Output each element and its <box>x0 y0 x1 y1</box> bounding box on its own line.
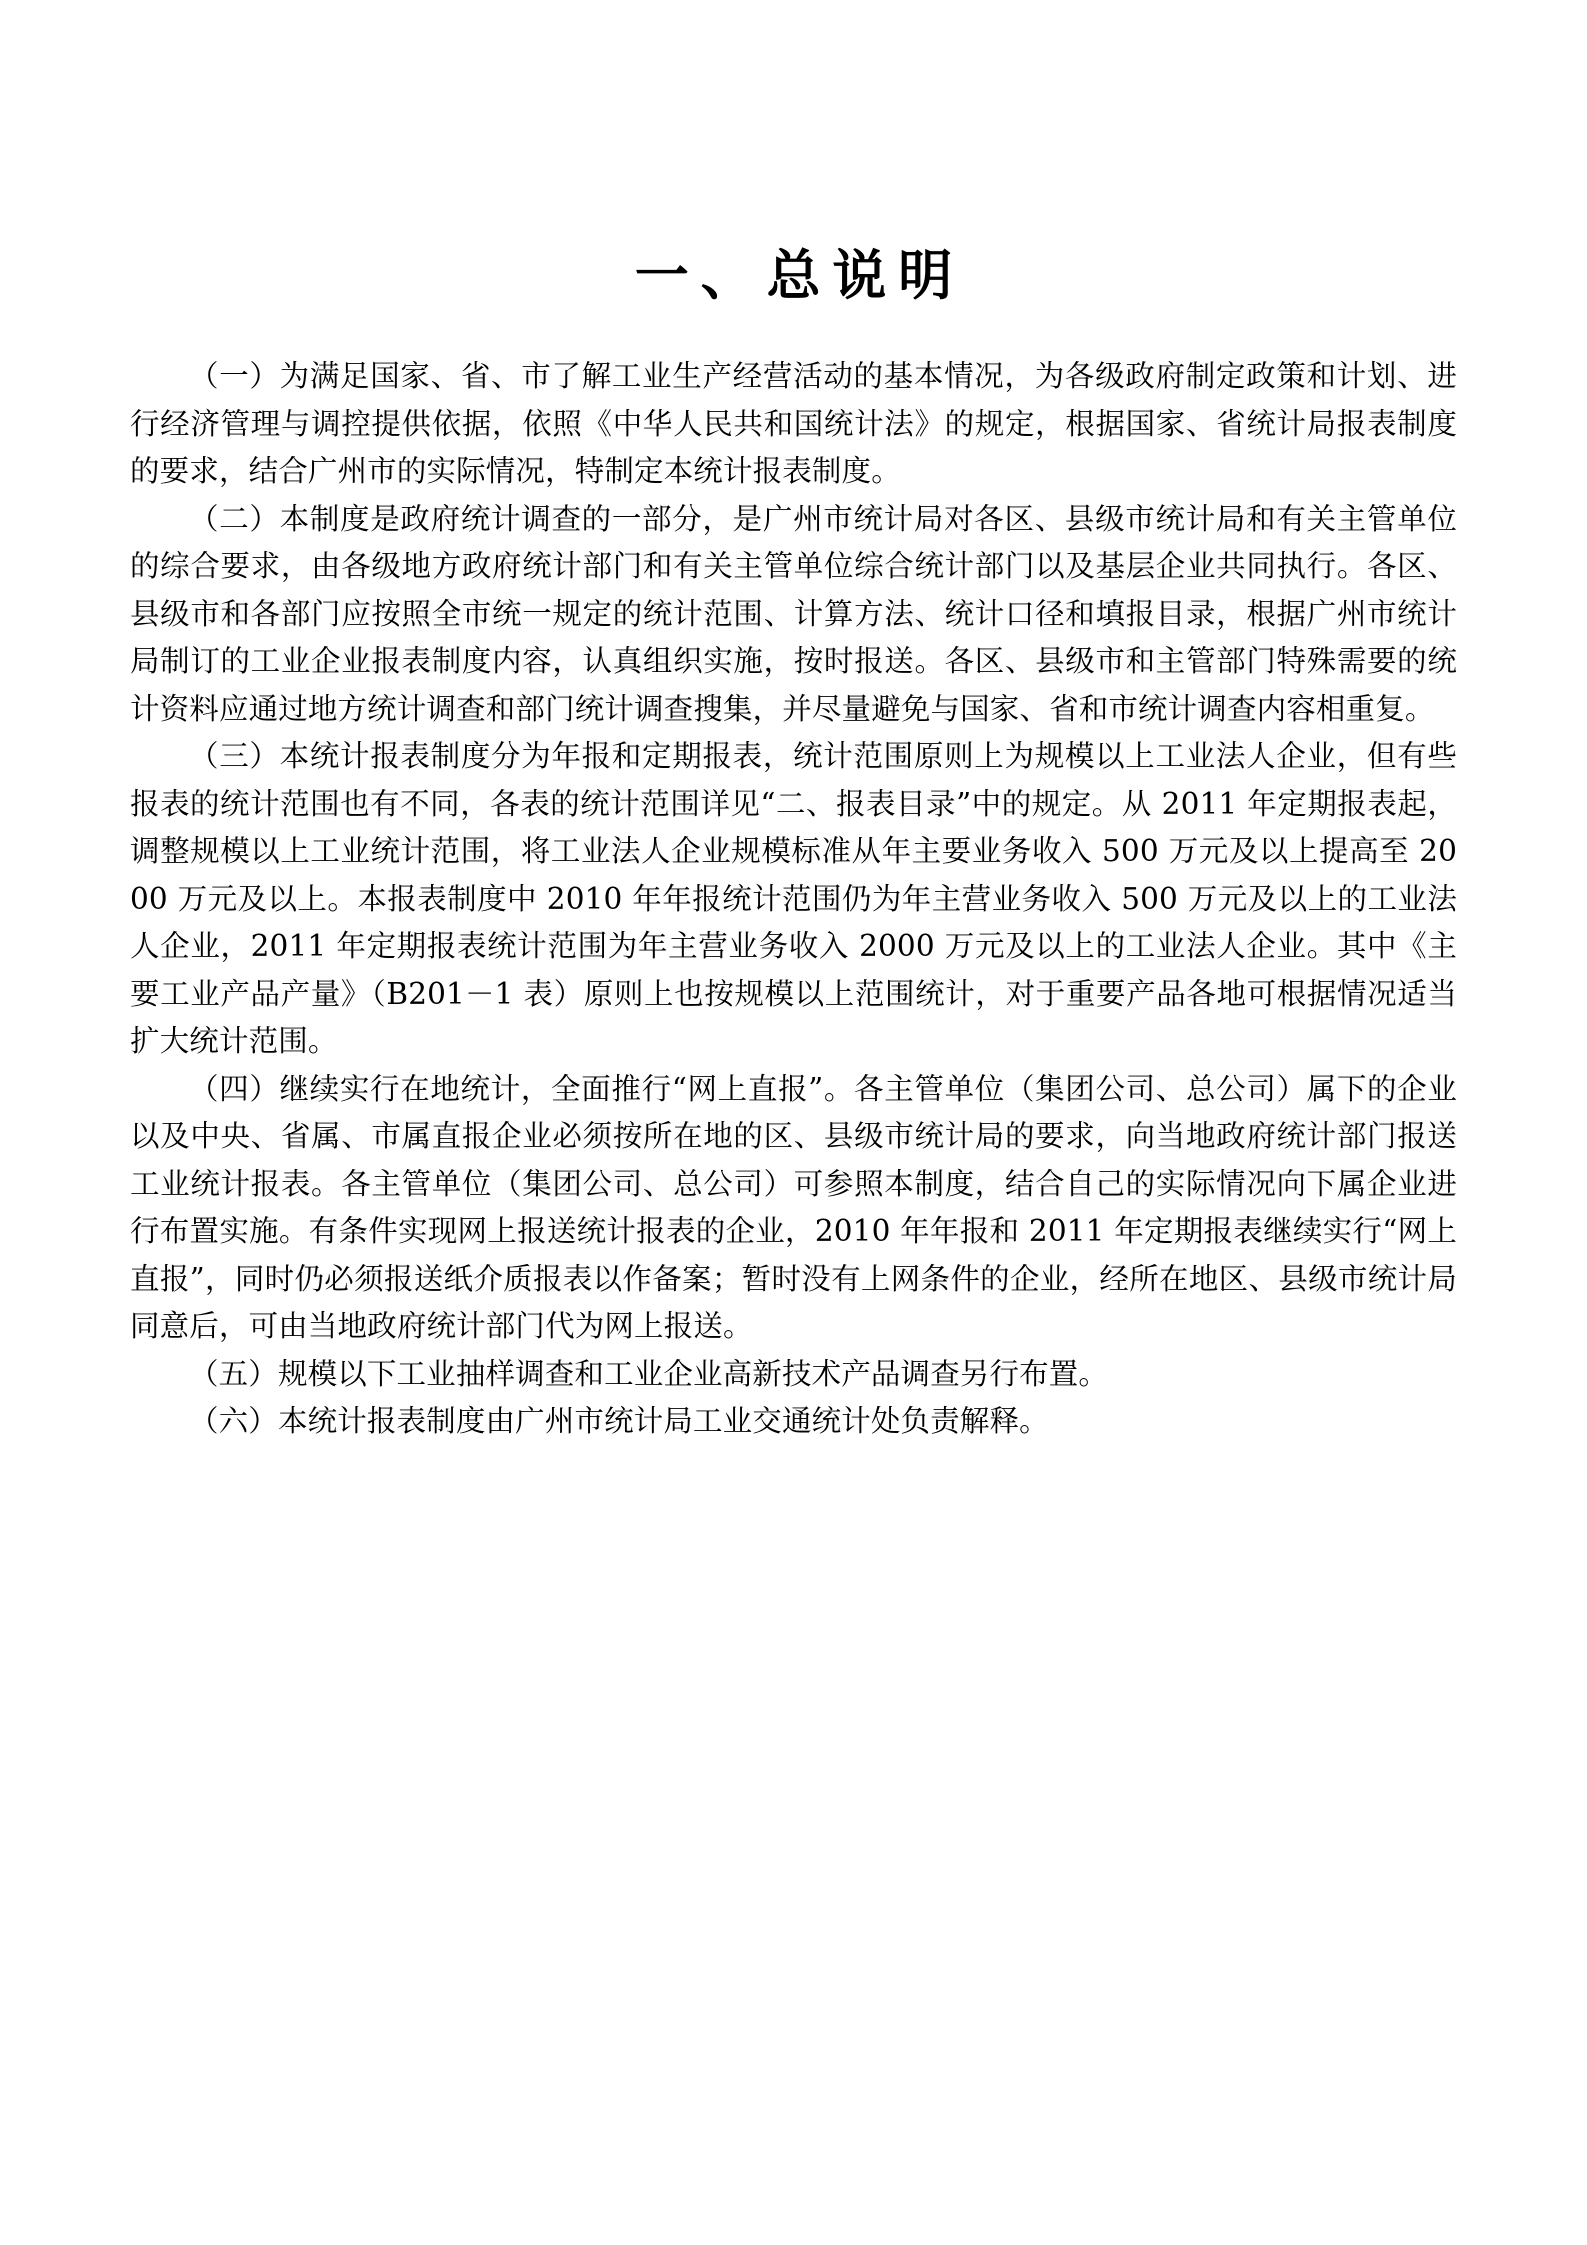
paragraph-1: （一）为满足国家、省、市了解工业生产经营活动的基本情况，为各级政府制定政策和计划、进行经济管理与调控提供依据，依照《中华人民共和国统计法》的规定，根据国家、省统计局报表制度的要求，结合广州市的实际情况，特制定本统计报表制度。 <box>130 359 1457 489</box>
page-title: 一、总说明 <box>634 244 965 307</box>
body-text-block <box>130 353 1457 1446</box>
paragraph-6: （六）本统计报表制度由广州市统计局工业交通统计处负责解释。 <box>189 1404 1049 1439</box>
paragraph-2: （二）本制度是政府统计调查的一部分，是广州市统计局对各区、县级市统计局和有关主管单位的综合要求，由各级地方政府统计部门和有关主管单位综合统计部门以及基层企业共同执行。各区、县级市和各部门应按照全市统一规定的统计范围、计算方法、统计口径和填报目录，根据广州市统计局制订的工业企业报表制度内容，认真组织实施，按时报送。各区、县级市和主管部门特殊需要的统计资料应通过地方统计调查和部门统计调查搜集，并尽量避免与国家、省和市统计调查内容相重复。 <box>130 501 1457 726</box>
paragraph-5: （五）规模以下工业抽样调查和工业企业高新技术产品调查另行布置。 <box>189 1356 1109 1391</box>
document-content <box>130 0 1457 1446</box>
paragraph-4: （四）继续实行在地统计，全面推行“网上直报”。各主管单位（集团公司、总公司）属下的企业以及中央、省属、市属直报企业必须按所在地的区、县级市统计局的要求，向当地政府统计部门报送工业统计报表。各主管单位（集团公司、总公司）可参照本制度，结合自己的实际情况向下属企业进行布置实施。有条件实现网上报送统计报表的企业，2010 年年报和 2011 年定期报表继续实行“网上直报”，同时仍必须报送纸介质报表以作备案；暂时没有上网条件的企业，经所在地区、县级市统计局同意后，可由当地政府统计部门代为网上报送。 <box>130 1071 1457 1344</box>
paragraph-3: （三）本统计报表制度分为年报和定期报表，统计范围原则上为规模以上工业法人企业，但有些报表的统计范围也有不同，各表的统计范围详见“二、报表目录”中的规定。从 2011 年定期报表起，调整规模以上工业统计范围，将工业法人企业规模标准从年主要业务收入 500 万元及以上提高至 2000 万元及以上。本报表制度中 2010 年年报统计范围仍为年主营业务收入 500 万元及以上的工业法人企业，2011 年定期报表统计范围为年主营业务收入 2000 万元及以上的工业法人企业。其中《主要工业产品产量》（B201－1 表）原则上也按规模以上范围统计，对于重要产品各地可根据情况适当扩大统计范围。 <box>130 739 1457 1059</box>
